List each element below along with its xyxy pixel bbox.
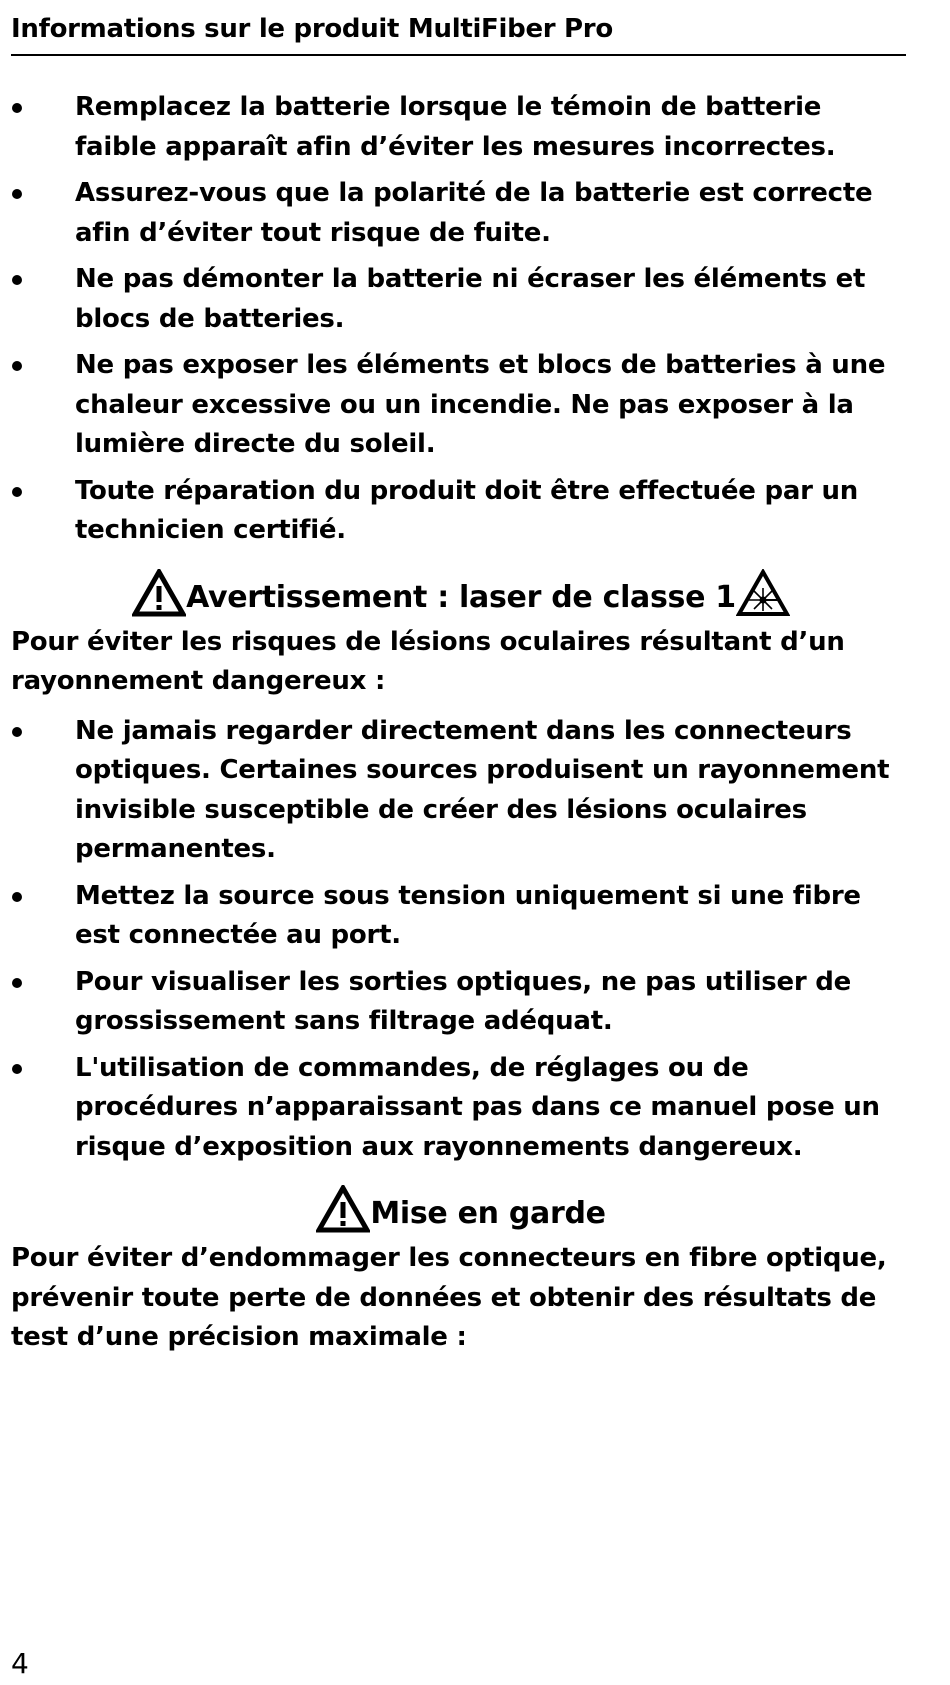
- list-item-text: Pour visualiser les sorties optiques, ne pas utiliser de grossissement sans filtrage adéquat.: [75, 966, 851, 1036]
- caution-heading: [11, 1185, 911, 1239]
- bullet-dot: [12, 727, 22, 737]
- list-item: [11, 174, 911, 253]
- laser-warning-heading: [11, 569, 911, 623]
- bullet-dot: [12, 103, 22, 113]
- list-item-text: L'utilisation de commandes, de réglages ou de procédures n’apparaissant pas dans ce manuel pose un risque d’exposition aux rayonnements dangereux.: [75, 1052, 880, 1162]
- page-content: [11, 88, 911, 1368]
- list-item: [11, 88, 911, 167]
- list-item-text: Ne jamais regarder directement dans les connecteurs optiques. Certaines sources produisent un rayonnement invisible susceptible de créer des lésions oculaires permanentes.: [75, 715, 890, 864]
- list-item-text: Toute réparation du produit doit être effectuée par un technicien certifié.: [75, 475, 859, 545]
- laser-hazard-icon: [736, 569, 790, 617]
- bullet-dot: [12, 275, 22, 285]
- list-item: [11, 472, 911, 551]
- laser-warning-intro: Pour éviter les risques de lésions oculaires résultant d’un rayonnement dangereux :: [11, 626, 845, 696]
- warning-triangle-icon: [316, 1185, 370, 1233]
- list-item-text: Remplacez la batterie lorsque le témoin de batterie faible apparaît afin d’éviter les mesures incorrectes.: [75, 92, 836, 162]
- laser-safety-list: [11, 712, 911, 1168]
- page-header: [11, 10, 906, 56]
- list-item: [11, 260, 911, 339]
- list-item: [11, 346, 911, 465]
- header-title: Informations sur le produit MultiFiber Pro: [11, 14, 613, 44]
- bullet-dot: [12, 361, 22, 371]
- list-item-text: Ne pas démonter la batterie ni écraser les éléments et blocs de batteries.: [75, 264, 866, 334]
- laser-warning-heading-text: Avertissement : laser de classe 1: [186, 579, 736, 615]
- list-item-text: Assurez-vous que la polarité de la batterie est correcte afin d’éviter tout risque de fuite.: [75, 178, 873, 248]
- list-item: [11, 1049, 911, 1168]
- caution-intro: Pour éviter d’endommager les connecteurs en fibre optique, prévenir toute perte de données et obtenir des résultats de test d’une précision maximale :: [11, 1243, 887, 1352]
- list-item: [11, 712, 911, 870]
- list-item-text: Ne pas exposer les éléments et blocs de batteries à une chaleur excessive ou un incendie. Ne pas exposer à la lumière directe du soleil.: [75, 350, 886, 459]
- bullet-dot: [12, 978, 22, 988]
- bullet-dot: [12, 892, 22, 902]
- battery-safety-list: [11, 88, 911, 551]
- warning-triangle-icon: [132, 569, 186, 617]
- list-item: [11, 877, 911, 956]
- list-item-text: Mettez la source sous tension uniquement si une fibre est connectée au port.: [75, 880, 861, 950]
- caution-heading-text: Mise en garde: [370, 1196, 606, 1231]
- bullet-dot: [12, 487, 22, 497]
- page-number: 4: [11, 1647, 29, 1680]
- bullet-dot: [12, 1064, 22, 1074]
- bullet-dot: [12, 189, 22, 199]
- list-item: [11, 963, 911, 1042]
